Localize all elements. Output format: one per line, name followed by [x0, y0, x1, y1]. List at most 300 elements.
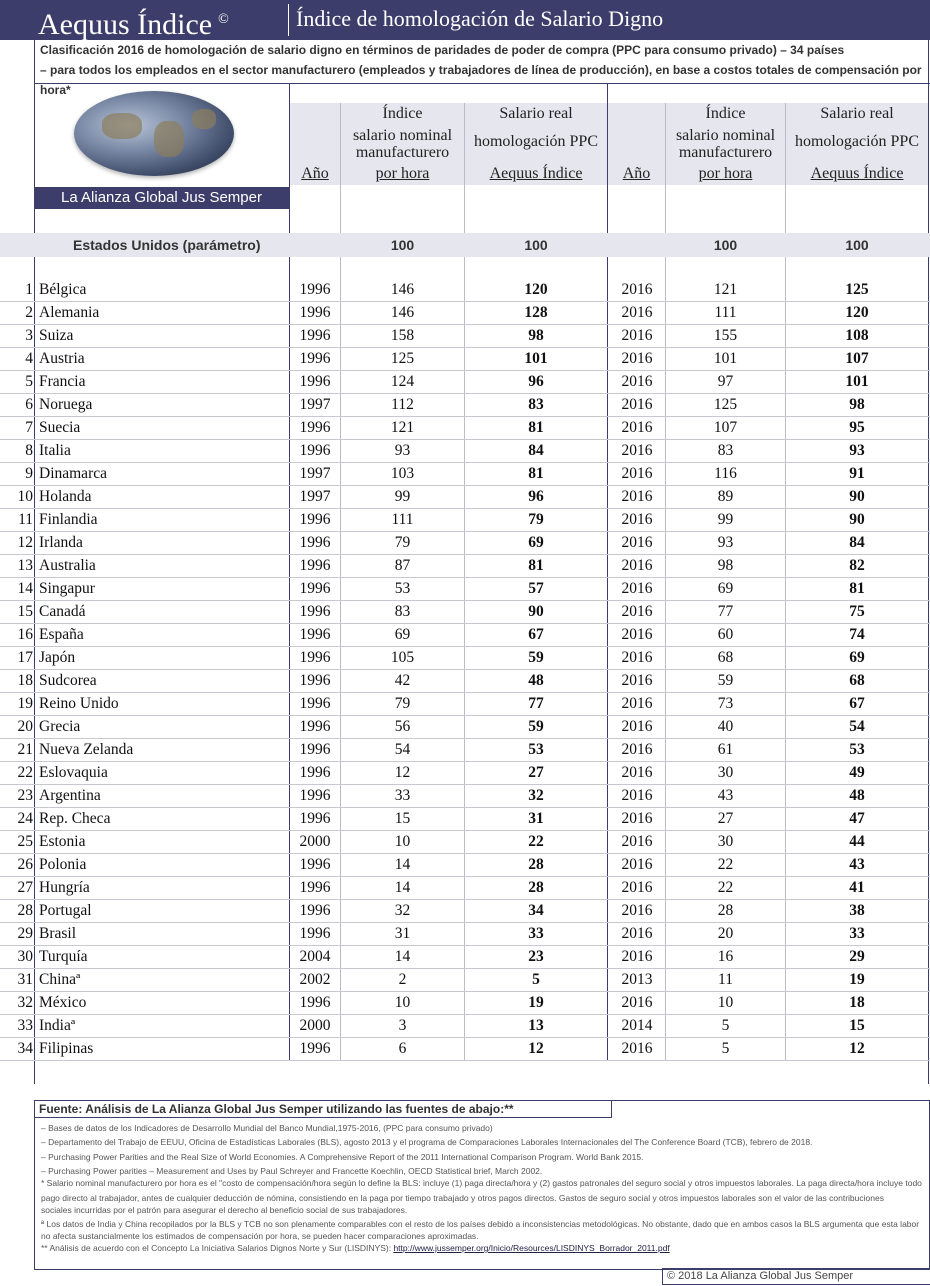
cell-year-2: 2016: [621, 948, 653, 965]
cell-year-2: 2016: [621, 718, 653, 735]
col-index-1-label-a: Salario real: [499, 105, 573, 122]
cell-year-2: 2016: [621, 856, 653, 873]
cell-year-2: 2016: [621, 833, 653, 850]
cell-wage-1: 79: [394, 534, 411, 551]
cell-country: España: [39, 626, 84, 643]
cell-index-1: 128: [524, 304, 548, 321]
cell-year-1: 1996: [299, 695, 331, 712]
col-wage-1-label-c: por hora: [375, 165, 430, 182]
cell-country: Brasil: [39, 925, 77, 942]
cell-year-2: 2016: [621, 465, 653, 482]
page-title: Índice de homologación de Salario Digno: [296, 6, 664, 31]
cell-year-2: 2016: [621, 695, 653, 712]
cell-country: Sudcorea: [39, 672, 97, 689]
cell-index-2: 44: [849, 833, 865, 850]
cell-year-1: 1996: [299, 281, 331, 298]
cell-index-2: 90: [849, 488, 865, 505]
cell-rank: 2: [25, 304, 33, 321]
cell-wage-2: 101: [713, 350, 738, 367]
cell-wage-2: 69: [717, 580, 734, 597]
cell-wage-2: 5: [721, 1017, 730, 1034]
cell-wage-2: 107: [713, 419, 738, 436]
table-row: [0, 991, 930, 1015]
cell-wage-2: 30: [717, 764, 734, 781]
cell-country: Estonia: [39, 833, 86, 850]
col-index-2-header: [786, 103, 928, 185]
cell-rank: 24: [17, 810, 33, 827]
col-index-2-label-b: homologación PPC: [794, 133, 919, 150]
cell-index-1: 96: [528, 488, 544, 505]
col-wage-1-label-b: salario nominal manufacturero: [352, 127, 453, 161]
cell-rank: 28: [17, 902, 33, 919]
cell-index-1: 12: [528, 1040, 544, 1057]
cell-index-2: 43: [849, 856, 865, 873]
table-row: [0, 416, 930, 440]
cell-wage-2: 121: [713, 281, 738, 298]
cell-year-1: 1996: [299, 304, 331, 321]
cell-country: Turquía: [39, 948, 88, 965]
cell-rank: 8: [25, 442, 33, 459]
cell-year-2: 2016: [621, 649, 653, 666]
subtitle-line-2: – para todos los empleados en el sector manufacturero (empleados y trabajadores de línea de producción), en base a costos totales de compensación por hora*: [40, 63, 922, 97]
cell-year-2: 2016: [621, 879, 653, 896]
cell-index-1: 22: [528, 833, 544, 850]
cell-index-1: 59: [528, 718, 544, 735]
cell-country: Bélgica: [39, 281, 87, 298]
cell-rank: 34: [17, 1040, 33, 1057]
cell-wage-1: 83: [394, 603, 411, 620]
cell-year-1: 1996: [299, 603, 331, 620]
table-row: [0, 1014, 930, 1038]
cell-year-2: 2016: [621, 764, 653, 781]
cell-index-2: 18: [849, 994, 865, 1011]
cell-index-1: 28: [528, 856, 544, 873]
table-row: [0, 347, 930, 371]
cell-year-2: 2016: [621, 557, 653, 574]
cell-country: Reino Unido: [39, 695, 119, 712]
cell-year-2: 2016: [621, 902, 653, 919]
cell-year-2: 2016: [621, 511, 653, 528]
cell-index-1: 83: [528, 396, 544, 413]
cell-country: Eslovaquia: [39, 764, 108, 781]
cell-index-2: 41: [849, 879, 865, 896]
cell-country: Singapur: [39, 580, 95, 597]
cell-year-1: 2000: [299, 833, 331, 850]
cell-country: Japón: [39, 649, 76, 666]
cell-wage-2: 59: [717, 672, 734, 689]
cell-country: Italia: [39, 442, 71, 459]
cell-rank: 11: [18, 511, 33, 528]
cell-wage-1: 14: [394, 948, 411, 965]
cell-year-1: 1996: [299, 442, 331, 459]
cell-country: Suecia: [39, 419, 81, 436]
cell-country: Austria: [39, 350, 85, 367]
cell-wage-1: 69: [394, 626, 411, 643]
table-row: [0, 738, 930, 762]
cell-country: Holanda: [39, 488, 92, 505]
cell-wage-1: 87: [394, 557, 411, 574]
cell-year-1: 1996: [299, 373, 331, 390]
cell-country: Noruega: [39, 396, 93, 413]
col-wage-1-label-a: Índice: [382, 105, 423, 122]
cell-wage-1: 54: [394, 741, 411, 758]
cell-wage-1: 125: [390, 350, 415, 367]
col-wage-1-header: [341, 103, 464, 185]
cell-country: Rep. Checa: [39, 810, 111, 827]
cell-index-2: 93: [849, 442, 865, 459]
cell-year-2: 2016: [621, 626, 653, 643]
cell-year-1: 1996: [299, 557, 331, 574]
cell-index-2: 53: [849, 741, 865, 758]
cell-index-2: 15: [849, 1017, 865, 1034]
cell-year-1: 1996: [299, 350, 331, 367]
cell-wage-1: 146: [390, 281, 415, 298]
cell-rank: 23: [17, 787, 33, 804]
table-row: [0, 715, 930, 739]
cell-rank: 31: [17, 971, 33, 988]
cell-index-2: 75: [849, 603, 865, 620]
cell-year-2: 2016: [621, 327, 653, 344]
cell-wage-1: 158: [390, 327, 415, 344]
source-note: – Purchasing Power parities – Measurement and Uses by Paul Schreyer and Francette Koechlin, OECD Statistical brief, March 2002.: [41, 1166, 543, 1176]
cell-wage-1: 10: [394, 833, 411, 850]
cell-wage-1: 32: [394, 902, 411, 919]
cell-rank: 5: [25, 373, 33, 390]
cell-country: Polonia: [39, 856, 87, 873]
cell-wage-1: 3: [398, 1017, 407, 1034]
cell-index-2: 12: [849, 1040, 865, 1057]
cell-country: Indiaª: [39, 1017, 76, 1034]
table-row: [0, 646, 930, 670]
source-note: no afecta sustancialmente los estimados de compensación por hora, se pueden hacer comparaciones aproximadas.: [41, 1231, 479, 1241]
table-row: [0, 278, 930, 302]
table-row: [0, 692, 930, 716]
col-wage-2-label-c: por hora: [698, 165, 753, 182]
cell-index-1: 59: [528, 649, 544, 666]
col-index-1-header: [465, 103, 607, 185]
cell-wage-2: 73: [717, 695, 734, 712]
table-row: [0, 508, 930, 532]
cell-wage-1: 33: [394, 787, 411, 804]
source-note: – Departamento del Trabajo de EEUU, Oficina de Estadísticas Laborales (BLS), agosto 2013 y el programa de Comparaciones Laborales Internacionales del The Conference Board (TCB), febrero de 2018.: [41, 1137, 813, 1147]
cell-rank: 19: [17, 695, 33, 712]
cell-year-2: 2016: [621, 350, 653, 367]
source-note: ª Los datos de India y China recopilados por la BLS y TCB no son plenamente comparables con el resto de los países debido a inconsistencias metodológicas. No obstante, dado que en ambos casos la BLS argumenta que esta labor: [41, 1219, 920, 1229]
cell-year-1: 1997: [299, 465, 331, 482]
cell-country: Dinamarca: [39, 465, 107, 482]
cell-year-2: 2016: [621, 1040, 653, 1057]
cell-year-2: 2016: [621, 672, 653, 689]
table-row: [0, 439, 930, 463]
cell-year-2: 2016: [621, 281, 653, 298]
cell-index-2: 69: [849, 649, 865, 666]
cell-index-1: 32: [528, 787, 544, 804]
cell-country: Filipinas: [39, 1040, 94, 1057]
cell-wage-1: 99: [394, 488, 411, 505]
source-note: ** Análisis de acuerdo con el Concepto La Iniciativa Salarios Dignos Norte y Sur (LISDINYS): http://www.jussemper.org/Inicio/Resources/LISDINYS_Borrador_2011.pdf: [41, 1243, 670, 1253]
cell-year-2: 2013: [621, 971, 653, 988]
cell-wage-1: 121: [390, 419, 415, 436]
benchmark-index-2: 100: [845, 237, 869, 253]
cell-index-1: 81: [528, 465, 544, 482]
cell-year-2: 2016: [621, 994, 653, 1011]
table-row: [0, 853, 930, 877]
col-index-2-label-a: Salario real: [820, 105, 894, 122]
cell-index-1: 23: [528, 948, 544, 965]
cell-index-2: 81: [849, 580, 865, 597]
cell-country: Canadá: [39, 603, 86, 620]
cell-year-2: 2016: [621, 534, 653, 551]
cell-wage-2: 61: [717, 741, 734, 758]
cell-wage-2: 20: [717, 925, 734, 942]
cell-wage-2: 22: [717, 879, 734, 896]
cell-rank: 14: [17, 580, 33, 597]
cell-index-2: 74: [849, 626, 865, 643]
cell-country: Portugal: [39, 902, 92, 919]
cell-index-1: 77: [528, 695, 544, 712]
cell-rank: 20: [17, 718, 33, 735]
table-row: [0, 669, 930, 693]
cell-year-1: 1996: [299, 764, 331, 781]
brand-title: [38, 2, 229, 43]
cell-wage-2: 40: [717, 718, 734, 735]
cell-country: Argentina: [39, 787, 101, 804]
cell-year-1: 1996: [299, 534, 331, 551]
table-row: [0, 485, 930, 509]
cell-index-2: 107: [845, 350, 869, 367]
cell-rank: 16: [17, 626, 33, 643]
cell-index-2: 19: [849, 971, 865, 988]
cell-index-1: 84: [528, 442, 544, 459]
benchmark-row: [0, 233, 930, 257]
benchmark-wage-2: 100: [713, 237, 738, 253]
cell-rank: 13: [17, 557, 33, 574]
source-link[interactable]: http://www.jussemper.org/Inicio/Resources/LISDINYS_Borrador_2011.pdf: [393, 1243, 670, 1253]
cell-wage-1: 103: [390, 465, 415, 482]
cell-year-2: 2016: [621, 304, 653, 321]
cell-index-1: 120: [524, 281, 548, 298]
cell-wage-2: 155: [713, 327, 738, 344]
cell-year-2: 2014: [621, 1017, 653, 1034]
cell-wage-1: 53: [394, 580, 411, 597]
table-row: [0, 370, 930, 394]
cell-wage-2: 93: [717, 534, 734, 551]
cell-index-1: 48: [528, 672, 544, 689]
cell-index-2: 33: [849, 925, 865, 942]
cell-index-2: 47: [849, 810, 865, 827]
cell-country: México: [39, 994, 87, 1011]
cell-wage-1: 42: [394, 672, 411, 689]
cell-wage-1: 111: [391, 511, 414, 528]
cell-rank: 32: [17, 994, 33, 1011]
cell-index-2: 82: [849, 557, 865, 574]
cell-index-1: 53: [528, 741, 544, 758]
cell-year-2: 2016: [621, 580, 653, 597]
source-note: pago directo al trabajador, antes de cualquier deducción de nómina, consistiendo en la paga por tiempo trabajado y otros pagos directos. Gastos de seguro social y otros impuestos laborales son el valor de las contribuciones: [41, 1193, 884, 1203]
cell-year-2: 2016: [621, 603, 653, 620]
cell-index-2: 90: [849, 511, 865, 528]
cell-index-2: 84: [849, 534, 865, 551]
cell-year-1: 1996: [299, 925, 331, 942]
cell-index-2: 98: [849, 396, 865, 413]
cell-year-1: 1996: [299, 580, 331, 597]
cell-year-1: 1996: [299, 994, 331, 1011]
cell-index-1: 28: [528, 879, 544, 896]
cell-rank: 27: [17, 879, 33, 896]
cell-wage-2: 16: [717, 948, 734, 965]
copyright: © 2018 La Alianza Global Jus Semper: [662, 1268, 930, 1285]
benchmark-wage-1: 100: [390, 237, 415, 253]
source-note: – Bases de datos de los Indicadores de Desarrollo Mundial del Banco Mundial,1975-2016, (PPC para consumo privado): [41, 1123, 493, 1133]
cell-wage-2: 125: [713, 396, 738, 413]
cell-index-1: 79: [528, 511, 544, 528]
cell-year-1: 1997: [299, 396, 331, 413]
cell-wage-2: 43: [717, 787, 734, 804]
col-index-2-label-c: Aequus Índice: [810, 165, 904, 182]
cell-year-1: 1997: [299, 488, 331, 505]
cell-year-1: 1996: [299, 419, 331, 436]
cell-index-2: 67: [849, 695, 865, 712]
table-row: [0, 922, 930, 946]
cell-year-1: 1996: [299, 327, 331, 344]
cell-index-1: 96: [528, 373, 544, 390]
cell-wage-1: 10: [394, 994, 411, 1011]
cell-rank: 6: [25, 396, 33, 413]
cell-country: Alemania: [39, 304, 100, 321]
subtitle-line-1: Clasificación 2016 de homologación de salario digno en términos de paridades de poder de compra (PPC para consumo privado) – 34 países: [40, 43, 845, 57]
table-row: [0, 577, 930, 601]
alliance-label: La Alianza Global Jus Semper: [34, 187, 289, 209]
table-row: [0, 393, 930, 417]
table-row: [0, 830, 930, 854]
cell-rank: 30: [17, 948, 33, 965]
table-row: [0, 301, 930, 325]
table-row: [0, 945, 930, 969]
col-wage-2-label-a: Índice: [705, 105, 746, 122]
cell-index-1: 31: [528, 810, 544, 827]
col-year-1-header: [290, 103, 340, 185]
cell-rank: 15: [17, 603, 33, 620]
cell-wage-2: 60: [717, 626, 734, 643]
cell-index-1: 34: [528, 902, 544, 919]
cell-index-1: 67: [528, 626, 544, 643]
cell-country: Australia: [39, 557, 96, 574]
cell-wage-1: 112: [391, 396, 414, 413]
cell-wage-1: 31: [394, 925, 411, 942]
cell-index-1: 27: [528, 764, 544, 781]
cell-rank: 22: [17, 764, 33, 781]
table-row: [0, 462, 930, 486]
cell-rank: 7: [25, 419, 33, 436]
cell-index-2: 49: [849, 764, 865, 781]
brand-name: Aequus Índice: [38, 8, 213, 41]
cell-wage-1: 12: [394, 764, 411, 781]
table-row: [0, 324, 930, 348]
cell-wage-2: 77: [717, 603, 734, 620]
cell-wage-2: 116: [714, 465, 737, 482]
cell-year-2: 2016: [621, 419, 653, 436]
table-row: [0, 554, 930, 578]
cell-wage-1: 79: [394, 695, 411, 712]
cell-wage-1: 146: [390, 304, 415, 321]
cell-index-1: 81: [528, 557, 544, 574]
cell-wage-2: 83: [717, 442, 734, 459]
cell-rank: 17: [17, 649, 33, 666]
cell-index-2: 54: [849, 718, 865, 735]
globe-image: [74, 91, 234, 176]
cell-rank: 18: [17, 672, 33, 689]
cell-wage-1: 2: [398, 971, 407, 988]
cell-rank: 26: [17, 856, 33, 873]
cell-wage-1: 14: [394, 879, 411, 896]
cell-wage-2: 22: [717, 856, 734, 873]
benchmark-index-1: 100: [524, 237, 548, 253]
cell-country: Francia: [39, 373, 86, 390]
table-row: [0, 761, 930, 785]
table-row: [0, 784, 930, 808]
table-row: [0, 531, 930, 555]
col-year-2-header: [608, 103, 665, 185]
cell-year-2: 2016: [621, 787, 653, 804]
table-row: [0, 876, 930, 900]
cell-rank: 4: [25, 350, 33, 367]
cell-wage-1: 124: [390, 373, 415, 390]
col-index-1-label-c: Aequus Índice: [489, 165, 583, 182]
cell-year-1: 1996: [299, 511, 331, 528]
subtitle: [34, 40, 930, 97]
cell-year-1: 1996: [299, 672, 331, 689]
copyright-mark: ©: [218, 12, 229, 27]
cell-wage-1: 93: [394, 442, 411, 459]
cell-wage-2: 98: [717, 557, 734, 574]
cell-country: Irlanda: [39, 534, 83, 551]
table-row: [0, 623, 930, 647]
cell-year-1: 2002: [299, 971, 331, 988]
cell-year-1: 1996: [299, 741, 331, 758]
cell-index-1: 101: [524, 350, 548, 367]
cell-country: Chinaª: [39, 971, 81, 988]
cell-rank: 3: [25, 327, 33, 344]
cell-wage-2: 5: [721, 1040, 730, 1057]
cell-wage-2: 89: [717, 488, 734, 505]
cell-index-2: 48: [849, 787, 865, 804]
cell-rank: 12: [17, 534, 33, 551]
table-row: [0, 807, 930, 831]
cell-wage-2: 10: [717, 994, 734, 1011]
cell-year-1: 1996: [299, 902, 331, 919]
cell-index-2: 95: [849, 419, 865, 436]
cell-wage-2: 111: [714, 304, 737, 321]
cell-index-1: 33: [528, 925, 544, 942]
cell-wage-1: 15: [394, 810, 411, 827]
cell-wage-1: 56: [394, 718, 411, 735]
col-year-1-label: Año: [301, 165, 329, 182]
table-row: [0, 968, 930, 992]
cell-index-1: 19: [528, 994, 544, 1011]
cell-wage-1: 105: [390, 649, 415, 666]
cell-wage-2: 30: [717, 833, 734, 850]
cell-index-2: 91: [849, 465, 865, 482]
cell-index-1: 13: [528, 1017, 544, 1034]
cell-year-1: 1996: [299, 856, 331, 873]
cell-index-2: 108: [845, 327, 869, 344]
cell-index-1: 90: [528, 603, 544, 620]
benchmark-label: Estados Unidos (parámetro): [73, 237, 261, 253]
cell-index-2: 29: [849, 948, 865, 965]
cell-year-2: 2016: [621, 488, 653, 505]
col-year-2-label: Año: [622, 165, 651, 182]
cell-wage-2: 27: [717, 810, 734, 827]
